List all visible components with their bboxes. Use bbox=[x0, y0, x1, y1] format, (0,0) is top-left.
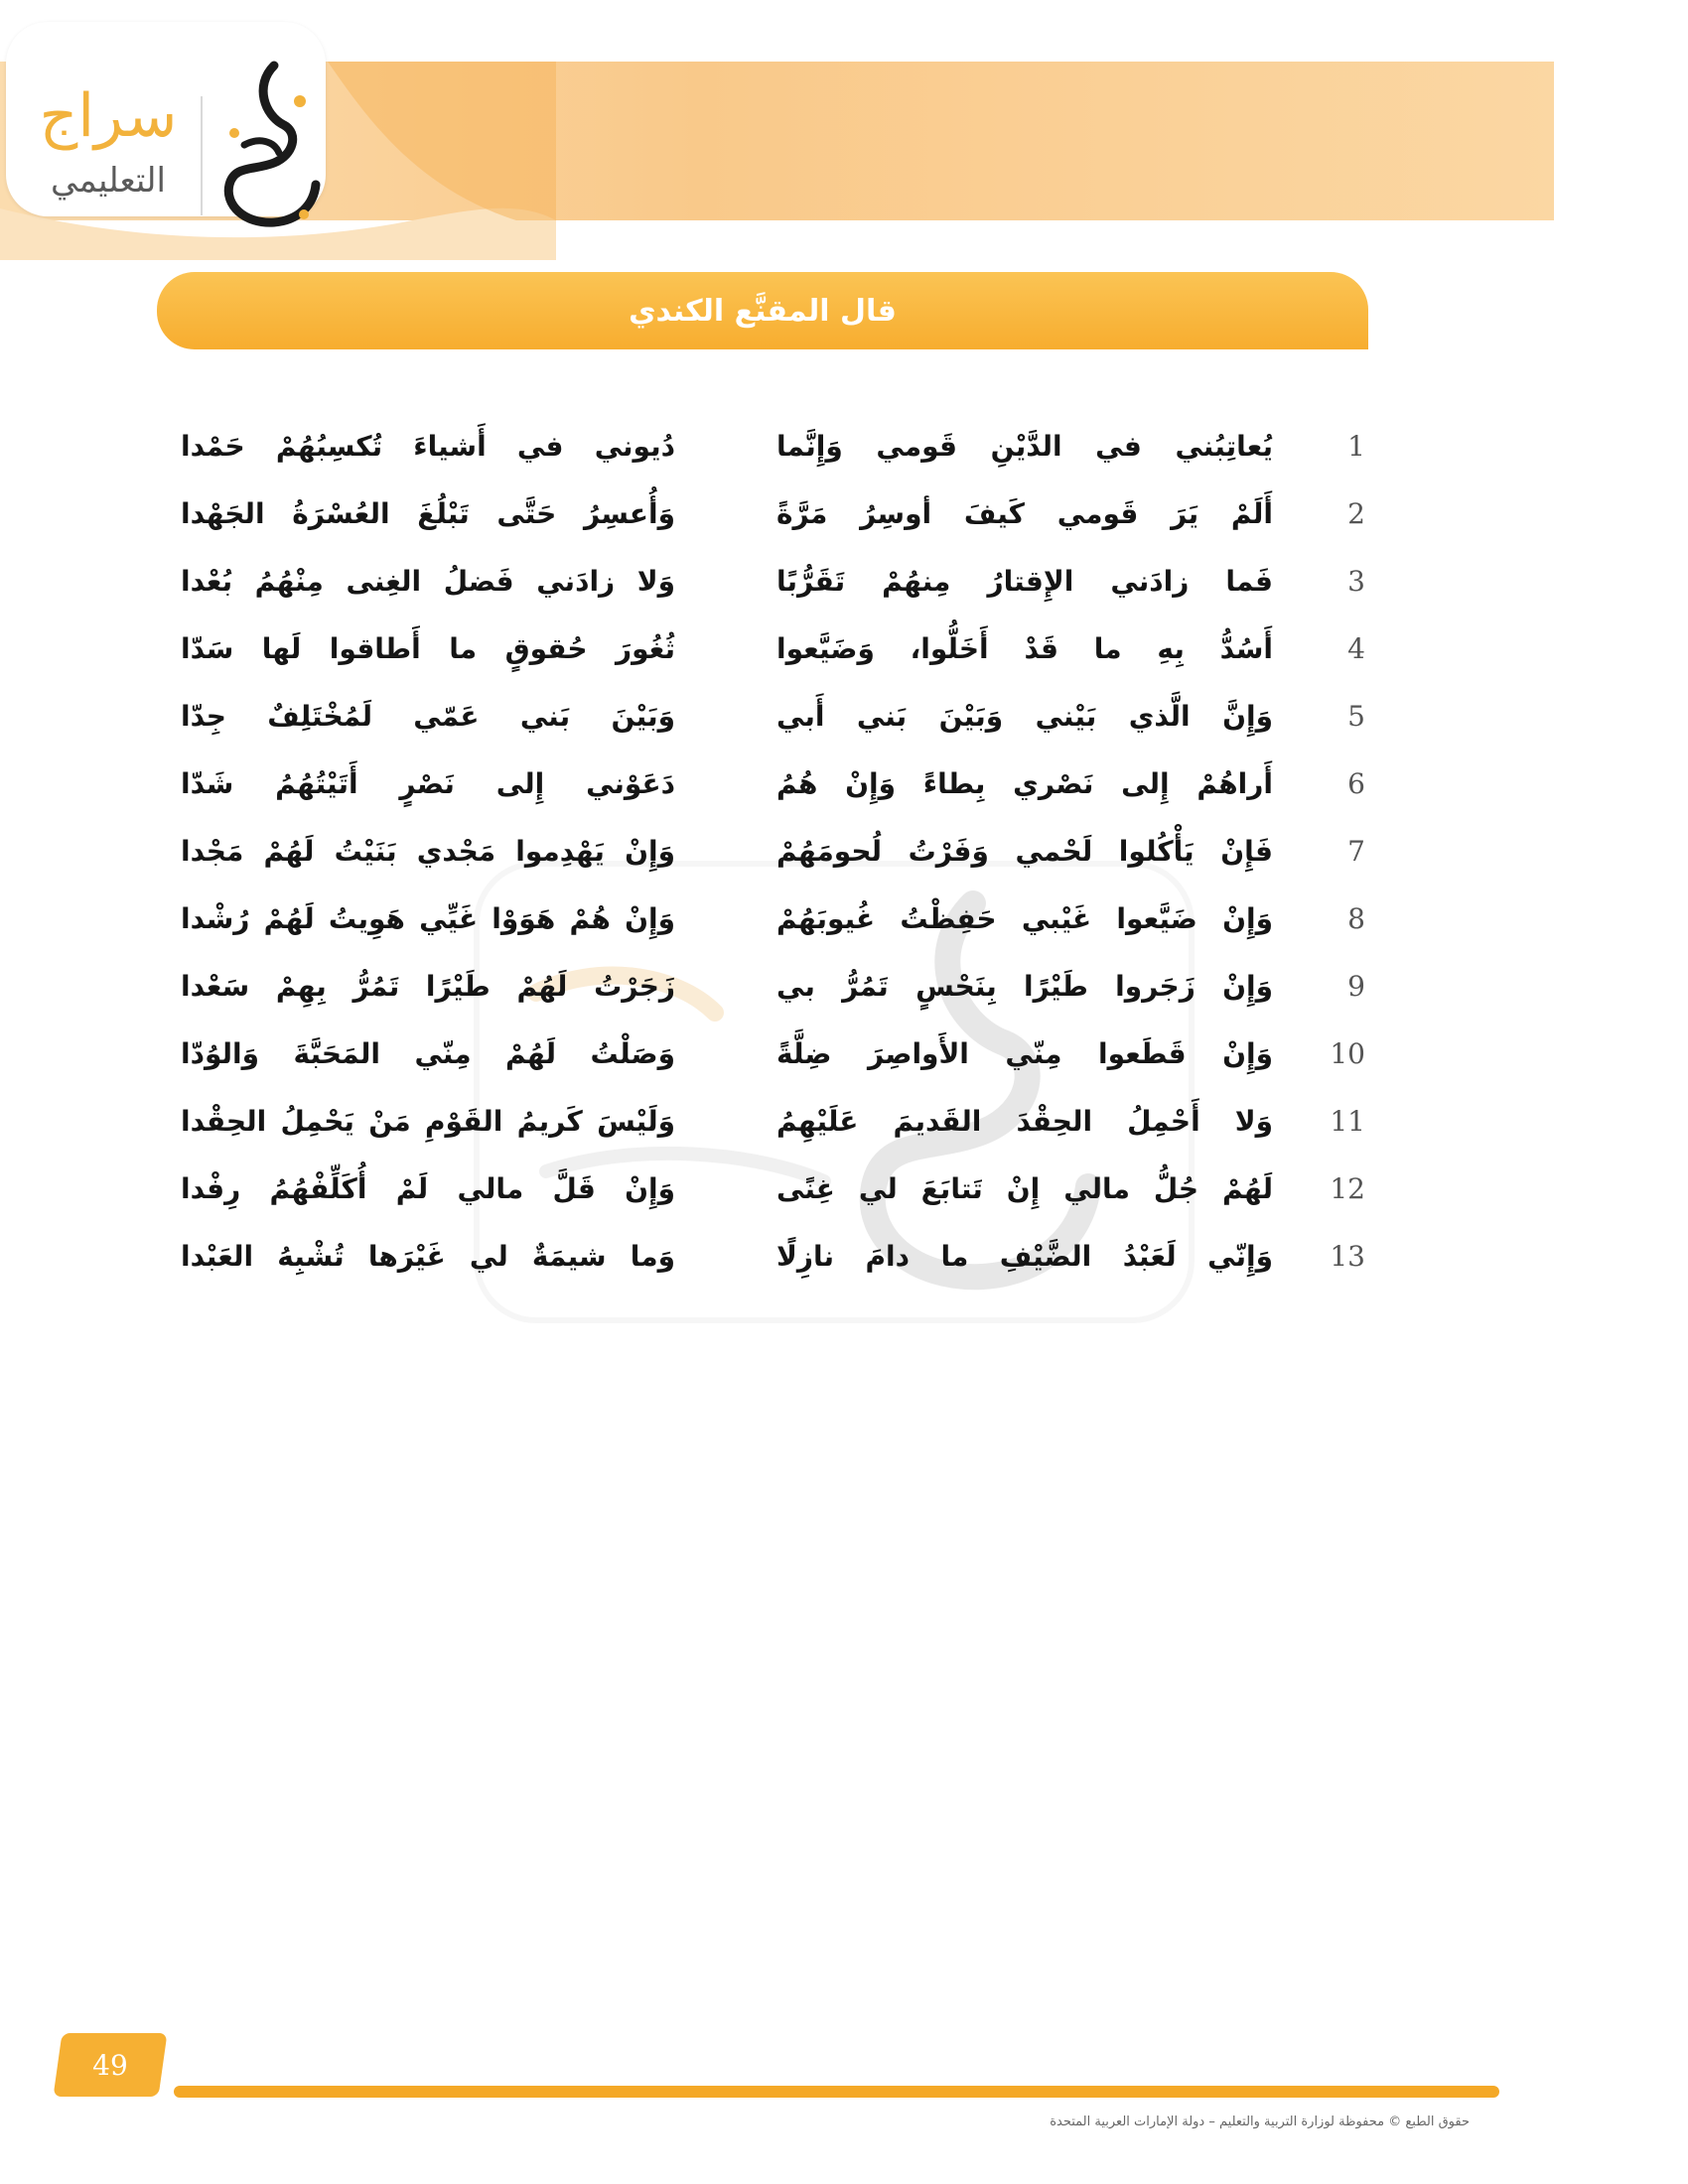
verse-second-hemistich: وَبَيْنَ بَني عَمّي لَمُخْتَلِفٌ جِدّا bbox=[181, 700, 675, 733]
verse-second-hemistich: وَإِنْ قَلَّ مالي لَمْ أُكَلِّفْهُمُ رِفْدا bbox=[181, 1172, 675, 1205]
verse-row bbox=[169, 889, 1365, 957]
verse-first-hemistich: أَسُدُّ بِهِ ما قَدْ أَخَلُّوا، وَضَيَّعوا bbox=[776, 632, 1273, 665]
verse-second-hemistich: وَلَيْسَ كَريمُ القَوْمِ مَنْ يَحْمِلُ الحِقْدا bbox=[181, 1105, 675, 1138]
verse-number: 6 bbox=[1347, 767, 1365, 800]
verse-second-hemistich: وَصَلْتُ لَهُمْ مِنّي المَحَبَّةَ وَالوُدّا bbox=[181, 1037, 675, 1070]
verse-number: 2 bbox=[1347, 497, 1365, 530]
verse-row bbox=[169, 687, 1365, 754]
verse-first-hemistich: وَإِنْ قَطَعوا مِنّي الأَواصِرَ ضِلَّةً bbox=[776, 1037, 1273, 1070]
verse-second-hemistich: ثُغُورَ حُقوقٍ ما أَطاقوا لَها سَدّا bbox=[181, 632, 675, 665]
verse-first-hemistich: وَلا أَحْمِلُ الحِقْدَ القَديمَ عَلَيْهِمُ bbox=[776, 1105, 1273, 1138]
verse-first-hemistich: فَما زادَني الإِقتارُ مِنهُمْ تَقَرُّبًا bbox=[776, 565, 1273, 598]
verse-row bbox=[169, 822, 1365, 889]
verse-row bbox=[169, 1160, 1365, 1227]
verse-first-hemistich: أَلَمْ يَرَ قَومي كَيفَ أوسِرُ مَرَّةً bbox=[776, 497, 1273, 530]
verse-first-hemistich: أَراهُمْ إِلى نَصْري بِطاءً وَإِنْ هُمُ bbox=[776, 767, 1273, 800]
verse-second-hemistich: وَأُعسِرُ حَتَّى تَبْلُغَ العُسْرَةُ الجَهْدا bbox=[181, 497, 675, 530]
verse-first-hemistich: وَإِنْ ضَيَّعوا غَيْبي حَفِظْتُ غُيوبَهُمْ bbox=[776, 902, 1273, 935]
verse-first-hemistich: وَإِنّي لَعَبْدُ الضَّيْفِ ما دامَ نازِلًا bbox=[776, 1240, 1273, 1273]
verse-first-hemistich: لَهُمْ جُلُّ مالي إِنْ تَتابَعَ لي غِنًى bbox=[776, 1172, 1273, 1205]
verse-row bbox=[169, 552, 1365, 619]
verse-row bbox=[169, 1092, 1365, 1160]
verse-number: 1 bbox=[1347, 430, 1365, 463]
verse-number: 10 bbox=[1330, 1037, 1365, 1070]
verse-first-hemistich: فَإِنْ يَأْكُلوا لَحْمي وَفَرْتُ لُحومَهُمْ bbox=[776, 835, 1273, 868]
verse-second-hemistich: وَإِنْ هُمْ هَوَوْا غَيِّي هَوِيتُ لَهُمْ رُشْدا bbox=[181, 902, 675, 935]
verse-row bbox=[169, 1024, 1365, 1092]
verse-second-hemistich: دَعَوْني إِلى نَصْرٍ أَتَيْتُهُمُ شَدّا bbox=[181, 767, 675, 800]
verse-number: 12 bbox=[1330, 1172, 1365, 1205]
verse-number: 13 bbox=[1330, 1240, 1365, 1273]
verse-row bbox=[169, 417, 1365, 484]
verse-row bbox=[169, 1227, 1365, 1295]
verse-row bbox=[169, 619, 1365, 687]
verse-second-hemistich: وَلا زادَني فَضلُ الغِنى مِنْهُمُ بُعْدا bbox=[181, 565, 675, 598]
footer-copyright: حقوق الطبع © محفوظة لوزارة التربية والتعليم – دولة الإمارات العربية المتحدة bbox=[1050, 2115, 1470, 2129]
poem bbox=[169, 417, 1365, 1295]
verse-first-hemistich: يُعاتِبُني في الدَّيْنِ قَومي وَإِنَّما bbox=[776, 430, 1273, 463]
logo-sub-word: التعليمي bbox=[51, 161, 166, 201]
verse-number: 9 bbox=[1347, 970, 1365, 1003]
verse-number: 11 bbox=[1330, 1105, 1365, 1138]
logo-divider bbox=[201, 96, 203, 215]
calligraphy-logo-icon bbox=[205, 46, 334, 240]
verse-number: 3 bbox=[1347, 565, 1365, 598]
verse-number: 4 bbox=[1347, 632, 1365, 665]
verse-number: 8 bbox=[1347, 902, 1365, 935]
verse-number: 7 bbox=[1347, 835, 1365, 868]
footer-line bbox=[174, 2086, 1499, 2098]
verse-first-hemistich: وَإِنْ زَجَروا طَيْرًا بِنَحْسٍ تَمُرُّ بي bbox=[776, 970, 1273, 1003]
verse-row bbox=[169, 484, 1365, 552]
logo-main-word: سراج bbox=[39, 81, 178, 151]
poem-title: قال المقنَّع الكندي bbox=[629, 293, 897, 329]
verse-row bbox=[169, 957, 1365, 1024]
verse-first-hemistich: وَإِنَّ الَّذي بَيْني وَبَيْنَ بَني أَبي bbox=[776, 700, 1273, 733]
page-number: 49 bbox=[92, 2048, 128, 2082]
title-banner bbox=[157, 272, 1368, 349]
verse-second-hemistich: وَإِنْ يَهْدِموا مَجْدي بَنَيْتُ لَهُمْ مَجْدا bbox=[181, 835, 675, 868]
verse-second-hemistich: دُيوني في أَشياءَ تُكسِبُهُمْ حَمْدا bbox=[181, 430, 675, 463]
logo bbox=[6, 22, 326, 216]
verse-second-hemistich: زَجَرْتُ لَهُمْ طَيْرًا تَمُرُّ بِهِمْ سَعْدا bbox=[181, 970, 675, 1003]
verse-number: 5 bbox=[1347, 700, 1365, 733]
verse-row bbox=[169, 754, 1365, 822]
verse-second-hemistich: وَما شيمَةٌ لي غَيْرَها تُشْبِهُ العَبْدا bbox=[181, 1240, 675, 1273]
